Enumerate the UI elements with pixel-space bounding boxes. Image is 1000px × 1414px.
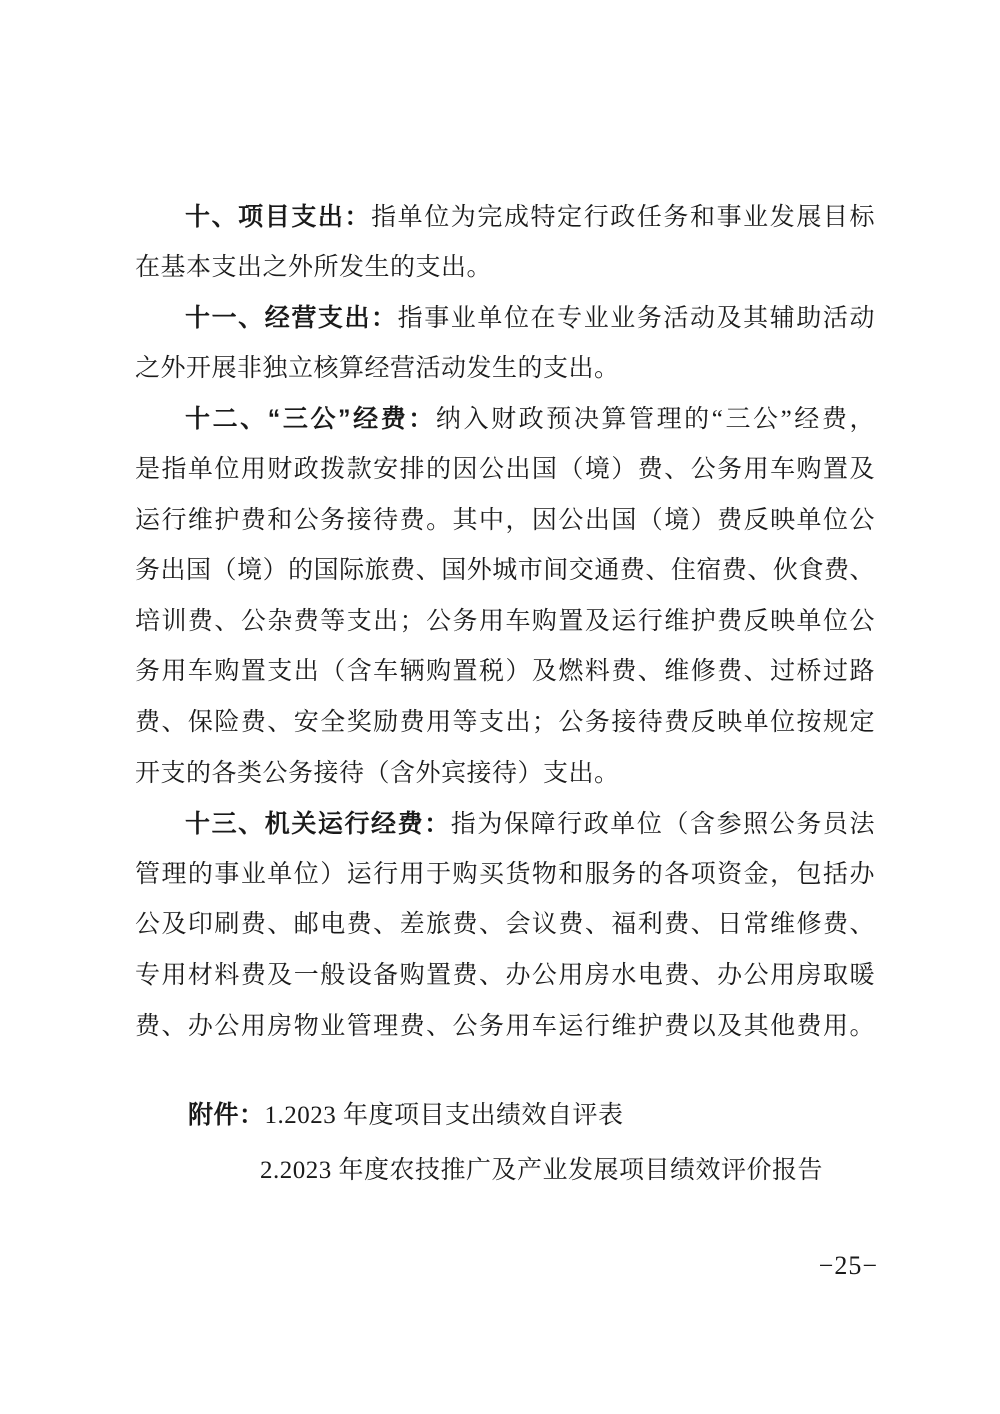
text-line: 十三、机关运行经费：指为保障行政单位（含参照公务员法 [185,810,875,839]
text-line: 十、项目支出：指单位为完成特定行政任务和事业发展目标 [185,203,875,231]
attachment-item: 2.2023 年度农技推广及产业发展项目绩效评价报告 [260,1157,824,1184]
paragraph-heading: 十一、经营支出： [185,304,398,333]
text-line: 十一、经营支出：指事业单位在专业业务活动及其辅助活动 [185,304,875,333]
text-line: 是指单位用财政拨款安排的因公出国（境）费、公务用车购置及 [135,455,875,483]
text-line: 之外开展非独立核算经营活动发生的支出。 [135,354,620,382]
text-line: 开支的各类公务接待（含外宾接待）支出。 [135,759,620,787]
text-line: 公及印刷费、邮电费、差旅费、会议费、福利费、日常维修费、 [135,911,875,939]
text-line: 费、保险费、安全奖励费用等支出；公务接待费反映单位按规定 [135,708,875,736]
attachment-label: 附件： [188,1101,265,1129]
text-line: 务用车购置支出（含车辆购置税）及燃料费、维修费、过桥过路 [135,658,875,686]
paragraph-heading: 十二、“三公”经费： [185,405,436,434]
attachment-item: 附件：1.2023 年度项目支出绩效自评表 [188,1101,624,1129]
text-line: 专用材料费及一般设备购置费、办公用房水电费、办公用房取暖 [135,961,875,989]
paragraph-heading: 十、项目支出： [185,203,372,231]
text-line: 管理的事业单位）运行用于购买货物和服务的各项资金，包括办 [135,860,875,888]
text-line: 费、办公用房物业管理费、公务用车运行维护费以及其他费用。 [135,1012,875,1040]
text-line: 培训费、公杂费等支出；公务用车购置及运行维护费反映单位公 [135,607,875,635]
attachment-block [135,1088,895,1198]
page-number: −25− [818,1251,878,1280]
paragraph-heading: 十三、机关运行经费： [185,810,451,839]
text-line: 在基本支出之外所发生的支出。 [135,253,493,281]
text-line: 运行维护费和公务接待费。其中，因公出国（境）费反映单位公 [135,506,875,534]
text-line: 务出国（境）的国际旅费、国外城市间交通费、住宿费、伙食费、 [135,557,875,585]
text-line: 十二、“三公”经费：纳入财政预决算管理的“三公”经费， [185,405,875,434]
document-body [135,192,875,1052]
